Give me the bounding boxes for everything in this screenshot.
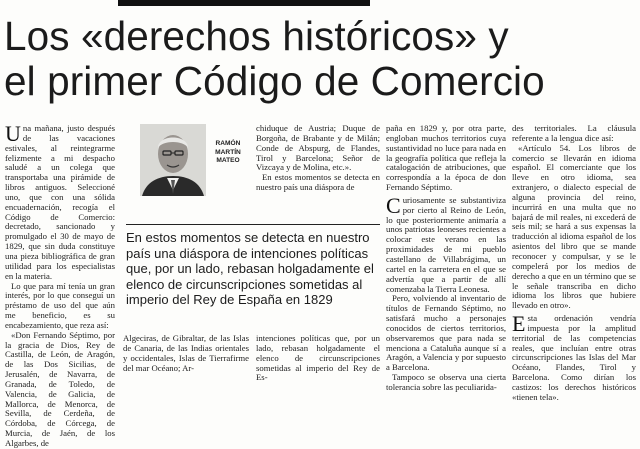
column-5: des territoriales. La cláusula referente a la lengua dice así: «Artículo 54. Los libros de comercio se llevarán en idioma español. El comerciante que los lleve en otro idioma, sea extranjero, o dialecto especial de alguna provincia del reino, incurrirá en una multa que no bajará de mil reales, ni excederá de seis mil; se hará a sus expensas la traducción al idioma español de los asientos del libro que se mande reconocer y compulsar, y se le compelerá por los medios de derecho a que en un término que se le señale transcriba en dicho idioma los libros que hubiere llevado en otro». Esta ordenación vendría impuesta por la amplitud territorial de las competencias reales, que incluían entre otras circunscripciones las Islas del Mar Océano, Flandes, Tirol y Barcelona. Como dirían los castizos: los derechos históricos «tienen tela». <box>512 123 636 402</box>
column-3-top: chiduque de Austria; Duque de Borgoña, de Brabante y de Milán; Conde de Abspurg, de Flandes, Tirol y Barcelona; Señor de Vizcaya y de Molina, etc.». En estos momentos se detecta en nuestro país una diáspora de <box>256 123 380 193</box>
drop-cap: C <box>386 192 401 218</box>
author-photo <box>140 124 206 196</box>
column-3-bottom: intenciones políticas que, por un lado, rebasan holgadamente el elenco de circunscripciones sometidas al imperio del Rey de Es- <box>256 333 380 383</box>
headline <box>4 14 636 104</box>
drop-cap: U <box>5 121 21 146</box>
column-1 <box>5 121 115 448</box>
column-4: paña en 1829 y, por otra parte, engloban muchos territorios cuya sustantividad no luce para nada en la geografía política que refleja la catalogación de atribuciones, que correspondía a la época de don Fernando Séptimo. Curiosamente se substantiviza por cierto al Reino de León, lo que posteriormente animaría a unos patriotas leoneses recientes a colocar este verano en las proximidades de mi pueblo castellano de Villabrágima, un cartel en la carretera en el que se advertía que a partir de allí comenzaba la Tierra Leonesa. Pero, volviendo al inventario de títulos de Fernando Séptimo, no satisfará mucho a personajes conocidos de ciertos territorios, observaremos que para nada se menciona a Cataluña aunque sí a Aragón, a Valencia y por supuesto a Barcelona. Tampoco se observa una cierta tolerancia sobre las peculiarida- <box>386 123 506 392</box>
top-rule <box>118 0 370 6</box>
col1-paragraph-1: Una mañana, justo después de las vacaciones estivales, al reintegrarme felizmente a mi despacho saludé a un colega que transportaba una pirámide de libros antiguos. Seleccioné uno, que con una sólida encuadernación, recogía el Código de Comercio: decretado, sancionado y promulgado el 30 de mayo de 1829, que sin duda constituye una pieza bibliográfica de gran utilidad para los especialistas en la materia. <box>5 121 115 281</box>
col4-paragraph-2: Curiosamente se substantiviza por cierto al Reino de León, lo que posteriormente animaría a unos patriotas leoneses recientes a colocar este verano en las proximidades de mi pueblo castellano de Villabrágima, un cartel en la carretera en el que se advertía que a partir de allí comenzaba la Tierra Leonesa. <box>386 192 506 294</box>
col5-paragraph-3: Esta ordenación vendría impuesta por la amplitud territorial de las competencias reales, que incluían entre otras circunscripciones las Islas del Mar Océano, Flandes, Tirol y Barcelona. Como dirían los castizos: los derechos históricos «tienen tela». <box>512 311 636 402</box>
headline-line-1: Los «derechos históricos» y <box>4 13 509 59</box>
column-2-bottom: Algeciras, de Gibraltar, de las Islas de Canaria, de las Indias orientales y occidentales, Islas de Tierrafirme del mar Océano; Ar- <box>123 333 249 373</box>
col1-paragraph-3: «Don Fernando Séptimo, por la gracia de Dios, Rey de Castilla, de León, de Aragón, de las Dos Sicilias, de Jerusalén, de Navarra, de Granada, de Toledo, de Valencia, de Galicia, de Mallorca, de Menorca, de Sevilla, de Cerdeña, de Córdoba, de Córcega, de Murcia, de Jaén, de los Algarbes, de <box>5 329 115 448</box>
headline-line-2: el primer Código de Comercio <box>4 58 545 104</box>
col1-paragraph-2: Lo que para mí tenía un gran interés, por lo que conseguí un préstamo de uso del que aún me beneficio, es su encabezamiento, que reza así: <box>5 280 115 330</box>
drop-cap: E <box>512 311 526 337</box>
author-byline: RAMÓN MARTÍN MATEO <box>215 140 241 164</box>
portrait-image <box>140 124 206 196</box>
pull-quote: En estos momentos se detecta en nuestro país una diáspora de intenciones políticas que, por un lado, rebasan holgadamente el elenco de circunscripciones sometidas al imperio del Rey de España en 1829 <box>126 224 380 308</box>
